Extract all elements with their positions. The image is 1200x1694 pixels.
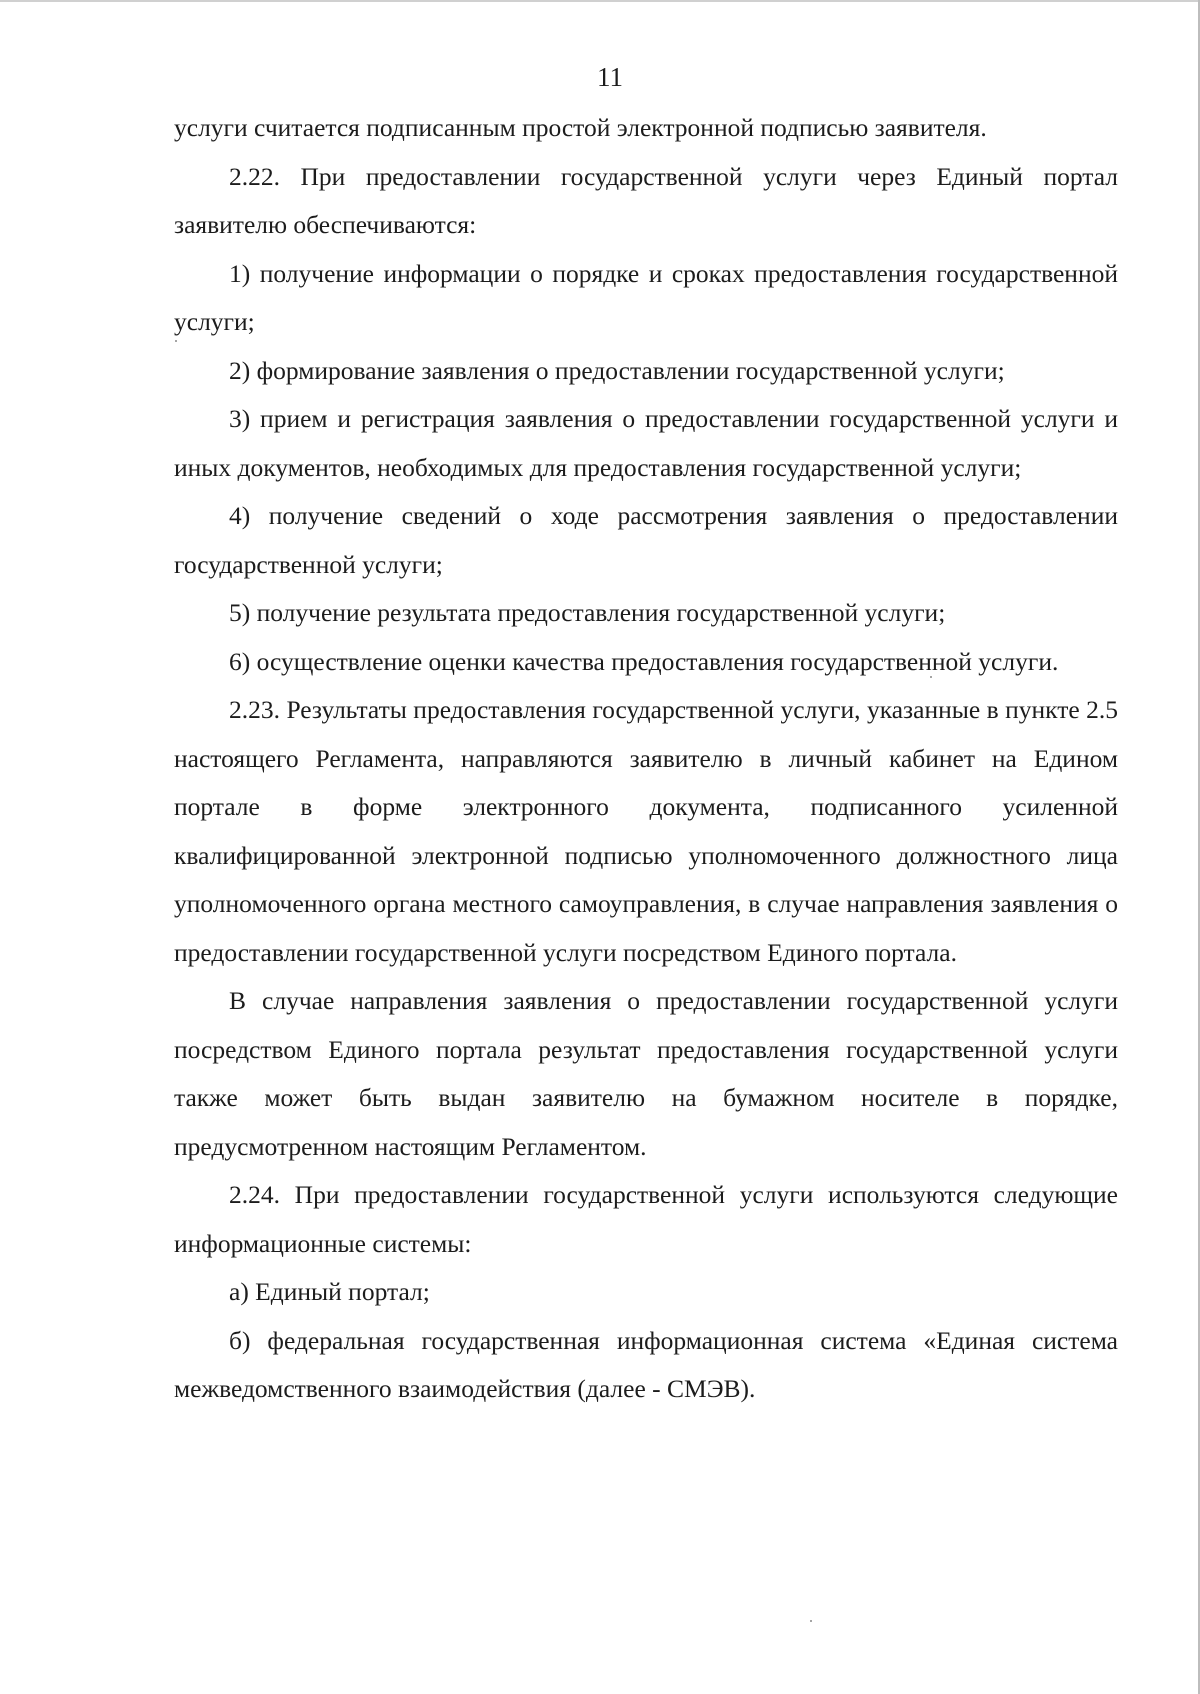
list-item-2: 2) формирование заявления о предоставлении государственной услуги; — [229, 355, 1005, 385]
paragraph-2-23: 2.23. Результаты предоставления государственной услуги, указанные в пункте 2.5 настоящего Регламента, направляются заявителю в личный кабинет на Едином портале в форме электронного документа, подписанного усиленной квалифицированной электронной подписью уполномоченного должностного лица уполномоченного органа местного самоуправления, в случае направления заявления о предоставлении государственной услуги посредством Единого портала. — [174, 695, 1118, 967]
list-item-a: а) Единый портал; — [229, 1277, 430, 1306]
paragraph-2-24: 2.24. При предоставлении государственной услуги используются следующие информационные системы: — [174, 1180, 1118, 1258]
page-number: 11 — [597, 62, 623, 92]
list-item-6: 6) осуществление оценки качества предоставления государственной услуги. — [229, 646, 1059, 676]
list-item-3: 3) прием и регистрация заявления о предоставлении государственной услуги и иных документов, необходимых для предоставления государственной услуги; — [174, 404, 1118, 482]
list-item-1: 1) получение информации о порядке и сроках предоставления государственной услуги; — [174, 258, 1118, 336]
scan-speck — [810, 1620, 812, 1622]
document-body — [174, 104, 1118, 1414]
paragraph-2-22: 2.22. При предоставлении государственной услуги через Единый портал заявителю обеспечиваются: — [174, 161, 1118, 239]
page-top-edge — [0, 0, 1200, 2]
scan-speck — [175, 340, 177, 342]
list-item-b: б) федеральная государственная информационная система «Единая система межведомственного взаимодействия (далее - СМЭВ). — [174, 1325, 1118, 1403]
list-item-4: 4) получение сведений о ходе рассмотрения заявления о предоставлении государственной услуги; — [174, 501, 1118, 579]
paragraph-continuation: услуги считается подписанным простой электронной подписью заявителя. — [174, 113, 987, 142]
list-item-5: 5) получение результата предоставления государственной услуги; — [229, 598, 946, 627]
paragraph-2-23-continued: В случае направления заявления о предоставлении государственной услуги посредством Единого портала результат предоставления государственной услуги также может быть выдан заявителю на бумажном носителе в порядке, предусмотренном настоящим Регламентом. — [174, 986, 1118, 1161]
scan-speck — [930, 676, 932, 678]
